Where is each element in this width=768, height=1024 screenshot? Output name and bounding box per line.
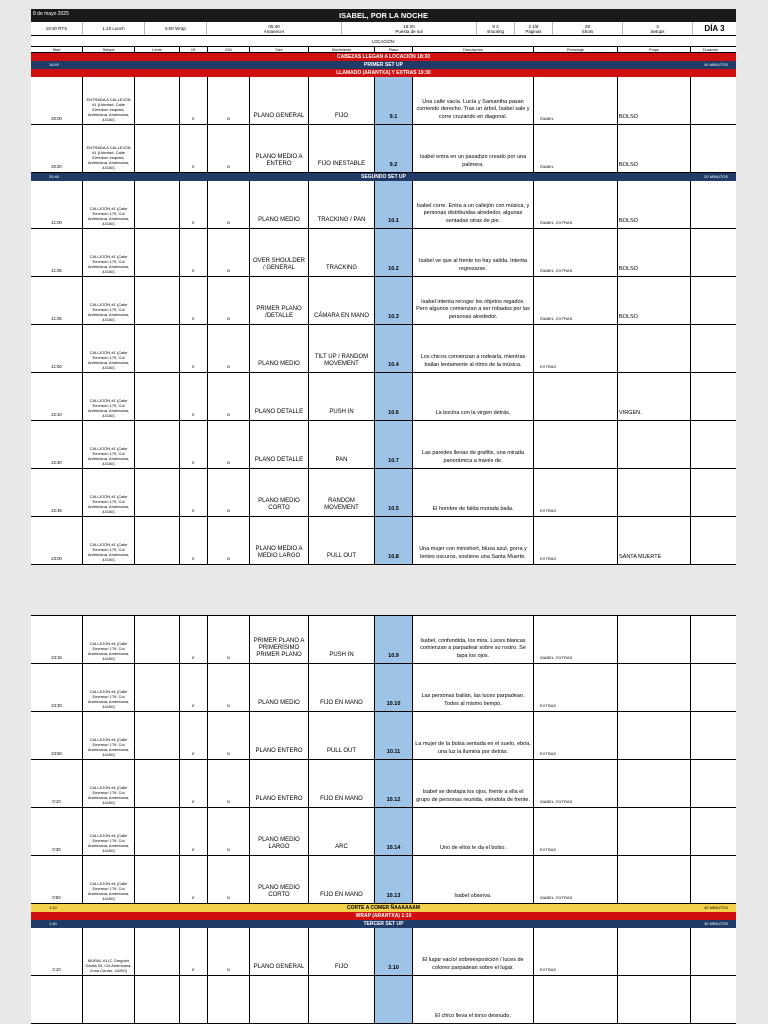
cell-set: CALLEJÓN #1 (Calle Emerson 179, Col Americana, Americana, 44160): [83, 712, 135, 759]
cell-ie: E: [180, 517, 208, 564]
cell-dn: N: [208, 808, 250, 855]
cell-mov: FIJO EN MANO: [309, 856, 375, 903]
cell-dur: [691, 712, 730, 759]
cell-lente: [135, 277, 180, 324]
cell-pers: ISABEL, EXTRAS: [534, 760, 618, 807]
band-title: SEGUNDO SET UP: [361, 174, 406, 180]
cell-dn: N: [208, 181, 250, 228]
band-title: WRAP (ARANTXA) 1:10: [355, 913, 412, 919]
cell-size: PLANO MEDIO CORTO: [250, 469, 309, 516]
table-row: [31, 712, 736, 760]
col-duracion: Duración: [702, 48, 719, 52]
cell-pers: [534, 421, 618, 468]
cell-pers: EXTRAS: [534, 808, 618, 855]
cell-start: 23:00: [31, 517, 83, 564]
band-duration: 30 MINUTOS: [704, 921, 728, 926]
cell-set: CALLEJÓN #1 (Calle Emerson 179, Col Americana, Americana, 44160): [83, 277, 135, 324]
cell-lente: [135, 229, 180, 276]
cell-desc: Isabel observa.: [413, 856, 534, 903]
cell-dur: [691, 373, 730, 420]
cell-start: 21:50: [31, 325, 83, 372]
cell-set: CALLEJÓN #1 (Calle Emerson 179, Col Americana, Americana, 44160): [83, 421, 135, 468]
cell-pers: ISABEL, EXTRAS: [534, 616, 618, 663]
cell-start: [31, 976, 83, 1023]
cell-set: CALLEJÓN #1 (Calle Emerson 179, Col Americana, Americana, 44160): [83, 373, 135, 420]
cell-dur: [691, 664, 730, 711]
cell-dur: [691, 77, 730, 124]
cell-size: PLANO MEDIO: [250, 325, 309, 372]
band-time: 1:40: [49, 921, 57, 926]
cell-dur: [691, 277, 730, 324]
cell-dur: [691, 125, 730, 172]
cell-pers: ISABEL: [534, 125, 618, 172]
cell-dur: [691, 976, 730, 1023]
page-title: ISABEL, POR LA NOCHE: [339, 11, 428, 20]
location-label: LOCACIÓN:: [371, 39, 396, 44]
cell-set: CALLEJÓN #1 (Calle Emerson 179, Col Americana, Americana, 44160): [83, 181, 135, 228]
cell-plano: 10.3: [375, 277, 413, 324]
table-row: [31, 421, 736, 469]
section-band: [31, 173, 736, 181]
band-duration: 40 MINUTOS: [704, 62, 728, 67]
schedule-body-2: [31, 615, 736, 1024]
cell-lente: [135, 469, 180, 516]
cell-desc: Isabel, confundida, los mira. Luces blancas comienzan a parpadear sobre su rostro. Se tapa los ojos.: [413, 616, 534, 663]
cell-dur: [691, 616, 730, 663]
table-row: [31, 976, 736, 1024]
section-band: [31, 53, 736, 61]
amanecer: 05:40 Amanecer: [207, 22, 342, 35]
cell-size: PLANO ENTERO: [250, 712, 309, 759]
shooting: 9 2 shooting: [477, 22, 515, 35]
col-descripcion: Descripción: [413, 47, 534, 52]
table-row: [31, 517, 736, 565]
cell-size: PLANO MEDIO CORTO: [250, 856, 309, 903]
section-band: [31, 904, 736, 912]
cell-props: [618, 928, 691, 975]
cell-ie: E: [180, 373, 208, 420]
cell-ie: E: [180, 808, 208, 855]
cell-mov: RANDOM MOVEMENT: [309, 469, 375, 516]
cell-start: 22:10: [31, 373, 83, 420]
cell-props: SANTA MUERTE: [618, 517, 691, 564]
date: 8 de mayo 2025: [33, 11, 69, 17]
col-movimiento: Movimiento: [309, 47, 375, 52]
cell-size: PRIMER PLANO /DETALLE: [250, 277, 309, 324]
section-band: [31, 920, 736, 928]
cell-desc: El hombre de falda morada baila.: [413, 469, 534, 516]
schedule-page-2: [31, 615, 736, 1024]
cell-mov: FIJO INESTABLE: [309, 125, 375, 172]
cell-set: [83, 976, 135, 1023]
band-time: 18:50: [49, 62, 60, 67]
cell-mov: PUSH IN: [309, 616, 375, 663]
cell-props: [618, 325, 691, 372]
cell-pers: EXTRAS: [534, 664, 618, 711]
cell-plano: 10.8: [375, 517, 413, 564]
cell-props: BOLSO: [618, 181, 691, 228]
cell-lente: [135, 928, 180, 975]
cell-plano: 3.10: [375, 928, 413, 975]
cell-desc: El chico lleva el torso desnudo,: [413, 976, 534, 1023]
cell-plano: 10.1: [375, 181, 413, 228]
table-row: [31, 469, 736, 517]
setups: 3 Setups: [623, 22, 693, 35]
cell-dur: [691, 421, 730, 468]
cell-ie: E: [180, 928, 208, 975]
cell-dur: [691, 928, 730, 975]
cell-size: PLANO GENERAL: [250, 928, 309, 975]
table-row: [31, 856, 736, 904]
section-band: [31, 69, 736, 77]
cell-mov: PULL OUT: [309, 712, 375, 759]
cell-start: 23:50: [31, 712, 83, 759]
cell-ie: E: [180, 77, 208, 124]
cell-size: PLANO ENTERO: [250, 760, 309, 807]
col-ie: I/E: [180, 47, 208, 52]
cell-dn: [208, 976, 250, 1023]
cell-pers: ISABEL, EXTRAS: [534, 856, 618, 903]
band-time: 20:40: [49, 174, 60, 179]
table-row: [31, 181, 736, 229]
col-setups: Setups: [83, 47, 135, 52]
cell-mov: ARC: [309, 808, 375, 855]
band-title: LLAMADO (ARANTXA) Y EXTRAS 19:30: [336, 70, 431, 76]
cell-set: CALLEJÓN #1 (Calle Emerson 179, Col Americana, Americana, 44160): [83, 760, 135, 807]
cell-dn: N: [208, 77, 250, 124]
table-row: [31, 928, 736, 976]
cell-size: PLANO MEDIO A ENTERO: [250, 125, 309, 172]
cell-props: VIRGEN.: [618, 373, 691, 420]
cell-ie: E: [180, 325, 208, 372]
cell-ie: E: [180, 229, 208, 276]
cell-pers: [534, 976, 618, 1023]
cell-start: 22:45: [31, 469, 83, 516]
cell-pers: ISABEL, EXTRAS: [534, 181, 618, 228]
cell-set: CALLEJÓN #1 (Calle Emerson 179, Col Americana, Americana, 44160): [83, 856, 135, 903]
cell-desc: Los chicos comienzan a rodearla, mientras bailan lentamente al ritmo de la música.: [413, 325, 534, 372]
cell-lente: [135, 808, 180, 855]
cell-desc: Isabel se destapa los ojos, frente a ella el grupo de personas reunida, viéndola de frente.: [413, 760, 534, 807]
puesta-de-sol: 18:20 Puesta de sol: [342, 22, 477, 35]
cell-pers: [534, 373, 618, 420]
cell-mov: TRACKING: [309, 229, 375, 276]
cell-mov: FIJO: [309, 928, 375, 975]
band-duration: 20 MINUTOS: [704, 174, 728, 179]
cell-start: 23:15: [31, 616, 83, 663]
band-title: TERCER SET UP: [363, 921, 404, 927]
cell-mov: TILT UP / RANDOM MOVEMENT: [309, 325, 375, 372]
wrap-time: 6:00 Wrap: [145, 22, 207, 35]
cell-set: CALLEJÓN #1 (Calle Emerson 179, Col Americana, Americana, 44160): [83, 808, 135, 855]
cell-set: CALLEJÓN #1 (Calle Emerson 179, Col Americana, Americana, 44160): [83, 616, 135, 663]
cell-desc: Uno de ellos le da el bolso.: [413, 808, 534, 855]
cell-set: ENTRADA A CALLEJÓN #1 (Libertad, Calle Emerson esquina, Americana, Americana, 44160): [83, 125, 135, 172]
cell-dn: N: [208, 760, 250, 807]
col-props: Props: [618, 47, 691, 52]
cell-start: 20:20: [31, 125, 83, 172]
paginas: 2 1/8 Páginas: [515, 22, 553, 35]
cell-plano: 10.12: [375, 760, 413, 807]
cell-lente: [135, 760, 180, 807]
table-row: [31, 125, 736, 173]
schedule-body-1: [31, 53, 736, 565]
cell-plano: 10.14: [375, 808, 413, 855]
col-dn: D/N: [208, 47, 250, 52]
section-band: [31, 912, 736, 920]
table-row: [31, 77, 736, 125]
cell-desc: Una mujer con minishort, blusa azul, gorra y lentes oscuros, sostiene una Santa Muerte.: [413, 517, 534, 564]
cell-ie: E: [180, 125, 208, 172]
cell-pers: ISABEL: [534, 77, 618, 124]
cell-dur: [691, 469, 730, 516]
table-row: [31, 616, 736, 664]
cell-lente: [135, 125, 180, 172]
cell-plano: 10.10: [375, 664, 413, 711]
cell-dur: [691, 181, 730, 228]
cell-plano: 10.13: [375, 856, 413, 903]
cell-start: 20:00: [31, 77, 83, 124]
cell-mov: TRACKING / PAN: [309, 181, 375, 228]
cell-dn: N: [208, 421, 250, 468]
band-title: CABEZAS LLEGAN A LOCACIÓN 18:30: [337, 54, 430, 60]
cell-size: PLANO MEDIO: [250, 181, 309, 228]
cell-desc: El lugar vacío/ sobreexposición / luces de colores parpadean sobre el lugar.: [413, 928, 534, 975]
cell-size: PLANO MEDIO: [250, 664, 309, 711]
cell-size: PLANO DETALLE: [250, 421, 309, 468]
cell-start: 0:30: [31, 808, 83, 855]
cell-start: 0:10: [31, 760, 83, 807]
cell-set: CALLEJÓN #1 (Calle Emerson 179, Col Americana, Americana, 44160): [83, 325, 135, 372]
cell-dur: [691, 856, 730, 903]
cell-desc: Isabel intenta recoger los objetos regados. Pero algunos comienzan a ser robados por las personas alrededor.: [413, 277, 534, 324]
table-row: [31, 373, 736, 421]
cell-mov: FIJO: [309, 77, 375, 124]
cell-set: ENTRADA A CALLEJÓN #1 (Libertad, Calle Emerson esquina, Americana, Americana, 44160): [83, 77, 135, 124]
cell-props: [618, 760, 691, 807]
cell-mov: PAN: [309, 421, 375, 468]
shots: 28 Shots: [553, 22, 623, 35]
cell-mov: CÁMARA EN MANO: [309, 277, 375, 324]
col-start: Start: [31, 47, 83, 52]
table-row: [31, 760, 736, 808]
cell-pers: ISABEL, EXTRAS: [534, 229, 618, 276]
cell-desc: La mujer de la bolsa sentada en el suelo, ebria, una luz la ilumina por detrás.: [413, 712, 534, 759]
cell-ie: E: [180, 277, 208, 324]
cell-props: [618, 664, 691, 711]
cell-size: [250, 976, 309, 1023]
title-bar: [31, 9, 736, 22]
cell-mov: PULL OUT: [309, 517, 375, 564]
cell-props: [618, 808, 691, 855]
cell-dn: N: [208, 712, 250, 759]
cell-plano: 10.5: [375, 469, 413, 516]
cell-props: [618, 976, 691, 1023]
cell-pers: EXTRAS: [534, 517, 618, 564]
cell-ie: E: [180, 469, 208, 516]
cell-dn: N: [208, 277, 250, 324]
cell-desc: Isabel entra en un pasadizo creado por una palmera.: [413, 125, 534, 172]
cell-size: OVER SHOULDER / GENERAL: [250, 229, 309, 276]
band-title: CORTE A COMER ÑAAAAAAM: [347, 905, 420, 911]
cell-lente: [135, 616, 180, 663]
cell-plano: 10.9: [375, 616, 413, 663]
cell-ie: E: [180, 760, 208, 807]
cell-props: BOLSO: [618, 77, 691, 124]
band-duration: 40 MINUTOS: [704, 905, 728, 910]
cell-lente: [135, 517, 180, 564]
cell-lente: [135, 77, 180, 124]
cell-dn: N: [208, 517, 250, 564]
cell-start: 22:30: [31, 421, 83, 468]
section-band: [31, 61, 736, 69]
cell-pers: ISABEL, EXTRAS: [534, 277, 618, 324]
table-row: [31, 277, 736, 325]
cell-size: PLANO MEDIO A MEDIO LARGO: [250, 517, 309, 564]
cell-mov: FIJO EN MANO: [309, 664, 375, 711]
cell-ie: E: [180, 712, 208, 759]
cell-lente: [135, 664, 180, 711]
schedule-page-1: [31, 9, 736, 565]
cell-set: CALLEJÓN #1 (Calle Emerson 179, Col Americana, Americana, 44160): [83, 229, 135, 276]
cell-start: 21:00: [31, 181, 83, 228]
cell-props: BOLSO: [618, 229, 691, 276]
cell-mov: FIJO EN MANO: [309, 760, 375, 807]
cell-desc: Una calle vacía. Lucía y Samantha pasan corriendo derecho. Tras un árbol, Isabel sale y corre cruzando en diagonal.: [413, 77, 534, 124]
cell-plano: 10.6: [375, 373, 413, 420]
lunch: 1:10 Lunch: [83, 22, 145, 35]
col-size: Size: [250, 47, 309, 52]
band-time: 1:10: [49, 905, 57, 910]
cell-desc: Isabel ve que al frente no hay salida. Intenta regresarse.: [413, 229, 534, 276]
cell-set: CALLEJÓN #1 (Calle Emerson 179, Col Americana, Americana, 44160): [83, 469, 135, 516]
cell-size: PRIMER PLANO A PRIMERÍSIMO PRIMER PLANO: [250, 616, 309, 663]
cell-start: 21:35: [31, 277, 83, 324]
cell-lente: [135, 421, 180, 468]
cell-size: PLANO DETALLE: [250, 373, 309, 420]
cell-dn: N: [208, 325, 250, 372]
cell-props: [618, 421, 691, 468]
cell-dn: N: [208, 373, 250, 420]
cell-ie: E: [180, 421, 208, 468]
cell-props: BOLSO: [618, 125, 691, 172]
table-row: [31, 325, 736, 373]
cell-plano: 10.11: [375, 712, 413, 759]
cell-props: [618, 712, 691, 759]
cell-dn: N: [208, 125, 250, 172]
cell-props: BOLSO.: [618, 277, 691, 324]
cell-desc: Las paredes llenas de grafitis, una mirada panorámica a través de.: [413, 421, 534, 468]
cell-pers: EXTRAS: [534, 712, 618, 759]
band-title: PRIMER SET UP: [364, 62, 403, 68]
cell-dn: N: [208, 229, 250, 276]
cell-lente: [135, 373, 180, 420]
cell-desc: La bocina con la virgen detrás.: [413, 373, 534, 420]
cell-size: PLANO MEDIO LARGO: [250, 808, 309, 855]
column-header: [31, 46, 736, 53]
cell-dn: N: [208, 928, 250, 975]
cell-desc: Las personas bailan, las luces parpadean. Todos al mismo tiempo.: [413, 664, 534, 711]
cell-mov: PUSH IN: [309, 373, 375, 420]
cell-props: [618, 616, 691, 663]
cell-dur: [691, 808, 730, 855]
cell-plano: [375, 976, 413, 1023]
cell-lente: [135, 325, 180, 372]
cell-plano: 9.1: [375, 77, 413, 124]
cell-dn: N: [208, 616, 250, 663]
cell-set: CALLEJÓN #1 (Calle Emerson 179, Col Americana, Americana, 44160): [83, 664, 135, 711]
cell-ie: E: [180, 856, 208, 903]
cell-lente: [135, 856, 180, 903]
cell-pers: EXTRAS: [534, 469, 618, 516]
cell-plano: 9.2: [375, 125, 413, 172]
day-label: DÍA 3: [704, 24, 725, 33]
info-strip: [31, 22, 736, 36]
cell-plano: 10.2: [375, 229, 413, 276]
cell-plano: 10.4: [375, 325, 413, 372]
cell-plano: 10.7: [375, 421, 413, 468]
cell-start: 0:50: [31, 856, 83, 903]
cell-ie: [180, 976, 208, 1023]
col-personaje: Personaje: [534, 47, 618, 52]
cell-lente: [135, 976, 180, 1023]
cell-dn: N: [208, 856, 250, 903]
cell-mov: [309, 976, 375, 1023]
table-row: [31, 664, 736, 712]
cell-lente: [135, 712, 180, 759]
cell-dur: [691, 229, 730, 276]
cell-pers: EXTRAS: [534, 325, 618, 372]
cell-start: 23:30: [31, 664, 83, 711]
cell-dn: N: [208, 469, 250, 516]
cell-dur: [691, 325, 730, 372]
cell-dur: [691, 760, 730, 807]
cell-start: 21:35: [31, 229, 83, 276]
cell-ie: E: [180, 616, 208, 663]
cell-desc: Isabel corre. Entra a un callejón con música, y personas distribuidas alrededor, algunas sentadas otras de pie.: [413, 181, 534, 228]
table-row: [31, 229, 736, 277]
cell-set: CALLEJÓN #1 (Calle Emerson 179, Col Americana, Americana, 44160): [83, 517, 135, 564]
col-plano: Plano: [375, 47, 413, 52]
cell-lente: [135, 181, 180, 228]
col-lente: Lente: [135, 47, 180, 52]
cell-set: MURAL #1 (C Gregorio Dávila 53, Col Americana, Zona Centro, 44200): [83, 928, 135, 975]
cell-pers: EXTRAS: [534, 928, 618, 975]
cell-ie: E: [180, 664, 208, 711]
table-row: [31, 808, 736, 856]
cell-dn: N: [208, 664, 250, 711]
cell-props: [618, 469, 691, 516]
rts: 19:30 RTS: [31, 22, 83, 35]
cell-size: PLANO GENERAL: [250, 77, 309, 124]
cell-ie: E: [180, 181, 208, 228]
cell-props: [618, 856, 691, 903]
cell-start: 2:10: [31, 928, 83, 975]
cell-dur: [691, 517, 730, 564]
